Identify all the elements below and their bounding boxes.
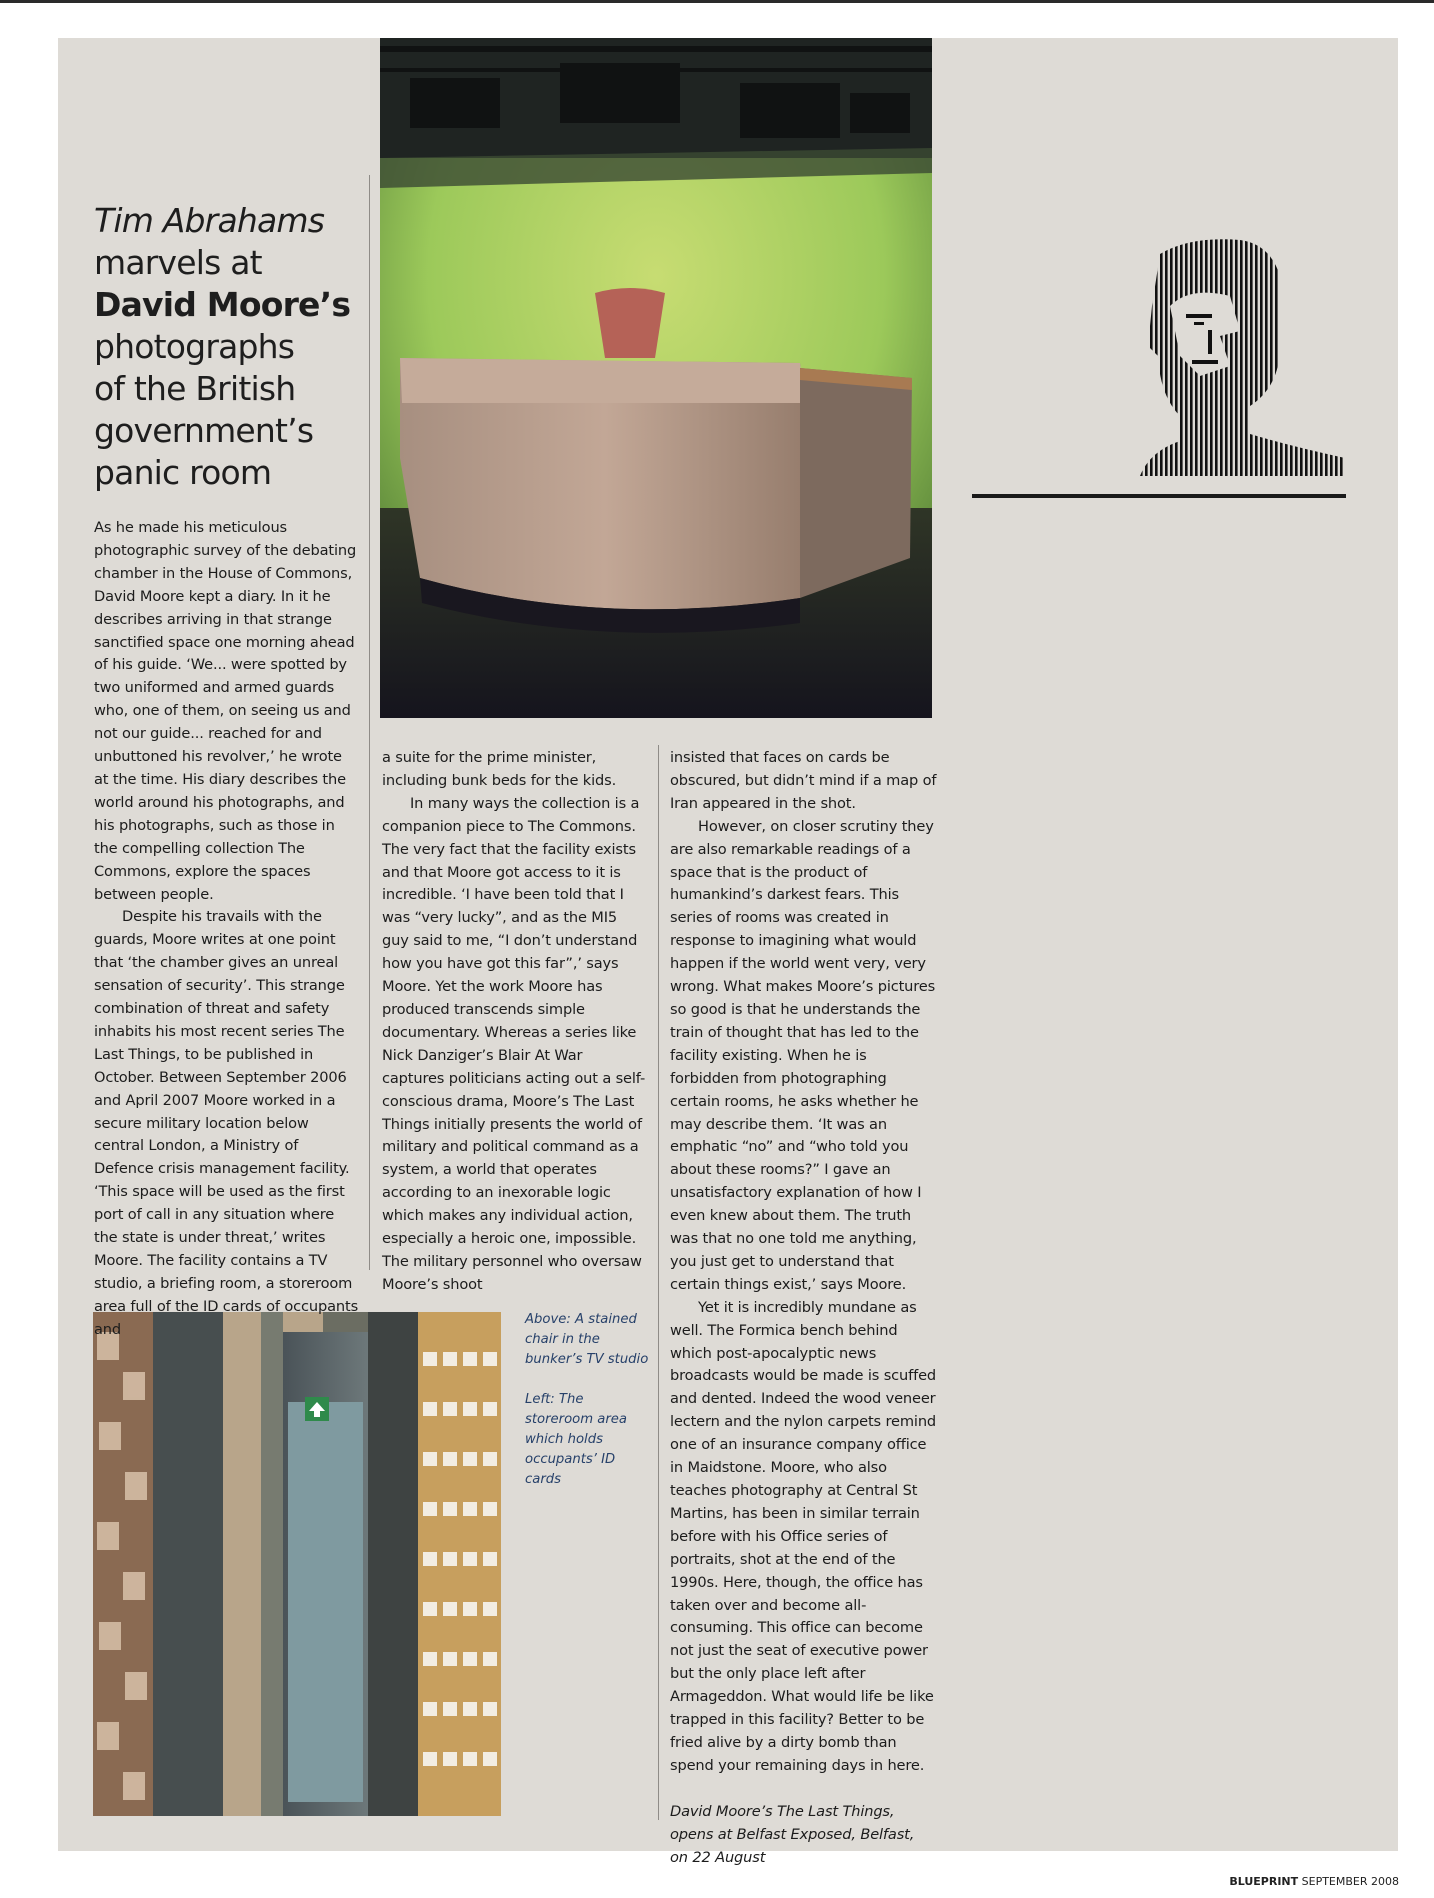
headline-author: Tim Abrahams xyxy=(94,201,325,240)
caption-above: Above: A stained chair in the bunker’s TV studio xyxy=(525,1312,649,1367)
author-portrait-illustration xyxy=(1130,236,1350,482)
headline-line: government’s xyxy=(94,411,314,450)
column-rule xyxy=(658,745,659,1820)
headline-line: photographs xyxy=(94,327,295,366)
top-rule xyxy=(0,0,1434,3)
headline-line: marvels at xyxy=(94,243,262,282)
body-column-1 xyxy=(94,517,359,1342)
paragraph: Yet it is incredibly mundane as well. The Formica bench behind which post-apocalyptic news broadcasts would be made is scuffed and dented. Indeed the wood veneer lectern and the nylon carpets remind one of an insurance company office in Maidstone. Moore, who also teaches photography at Central St Martins, has been in similar terrain before with his Office series of portraits, shot at the end of the 1990s. Here, though, the office has taken over and become all-consuming. This office can become not just the seat of executive power but the only place left after Armageddon. What would life be like trapped in this facility? Better to be fried alive by a dirty bomb than spend your remaining days in here. xyxy=(670,1298,937,1774)
paragraph: As he made his meticulous photographic survey of the debating chamber in the House of Commons, David Moore kept a diary. In it he describes arriving in that strange sanctified space one morning ahead of his guide. ‘We... were spotted by two uniformed and armed guards who, one of them, on seeing us and not our guide... reached for and unbuttoned his revolver,’ he wrote at the time. His diary describes the world around his photographs, and his photographs, such as those in the compelling collection The Commons, explore the spaces between people. xyxy=(94,519,357,903)
footer-brand: BLUEPRINT xyxy=(1229,1875,1299,1888)
caption-left: Left: The storeroom area which holds occupants’ ID cards xyxy=(525,1392,627,1487)
stained-chair xyxy=(595,288,665,358)
storeroom-photo xyxy=(93,1312,501,1816)
tv-studio-photo xyxy=(380,38,932,718)
footer-issue: SEPTEMBER 2008 xyxy=(1301,1875,1399,1888)
paragraph: However, on closer scrutiny they are also remarkable readings of a space that is the product of humankind’s darkest fears. This series of rooms was created in response to imagining what would happen if the world went very, very wrong. What makes Moore’s pictures so good is that he understands the train of thought that has led to the facility existing. When he is forbidden from photographing certain rooms, he asks whether he may describe them. ‘It was an emphatic “no” and “who told you about these rooms?” I gave an unsatisfactory explanation of how I even knew about them. The truth was that no one told me anything, you just get to understand that certain things exist,’ says Moore. xyxy=(670,817,936,1293)
exhibition-signoff xyxy=(670,1801,938,1870)
signoff-line: David Moore’s The Last Things, xyxy=(670,1802,895,1820)
paragraph: insisted that faces on cards be obscured, but didn’t mind if a map of Iran appeared in the shot. xyxy=(670,749,937,812)
headline-subject: David Moore’s xyxy=(94,285,351,324)
body-column-2 xyxy=(382,747,647,1297)
column-rule xyxy=(369,175,370,1270)
paragraph: Despite his travails with the guards, Moore writes at one point that ‘the chamber gives an unreal sensation of security’. This strange combination of threat and safety inhabits his most recent series The Last Things, to be published in October. Between September 2006 and April 2007 Moore worked in a secure military location below central London, a Ministry of Defence crisis management facility. ‘This space will be used as the first port of call in any situation where the state is under threat,’ writes Moore. The facility contains a TV studio, a briefing room, a storeroom area full of the ID cards of occupants and xyxy=(94,908,359,1338)
signoff-line: opens at Belfast Exposed, Belfast, xyxy=(670,1825,915,1843)
portrait-underline xyxy=(972,494,1346,498)
headline-line: of the British xyxy=(94,369,296,408)
headline-line: panic room xyxy=(94,453,272,492)
paragraph: In many ways the collection is a companion piece to The Commons. The very fact that the facility exists and that Moore got access to it is incredible. ‘I have been told that I was “very lucky”, and as the MI5 guy said to me, “I don’t understand how you have got this far”,’ says Moore. Yet the work Moore has produced transcends simple documentary. Whereas a series like Nick Danziger’s Blair At War captures politicians acting out a self-conscious drama, Moore’s The Last Things initially presents the world of military and political command as a system, a world that operates according to an inexorable logic which makes any individual action, especially a heroic one, impossible. The military personnel who oversaw Moore’s shoot xyxy=(382,794,646,1293)
signoff-line: on 22 August xyxy=(670,1848,766,1866)
paragraph: a suite for the prime minister, including bunk beds for the kids. xyxy=(382,749,617,789)
body-column-3 xyxy=(670,747,938,1870)
page-footer xyxy=(1229,1875,1399,1888)
headline xyxy=(94,200,354,494)
photo-captions xyxy=(525,1310,650,1510)
